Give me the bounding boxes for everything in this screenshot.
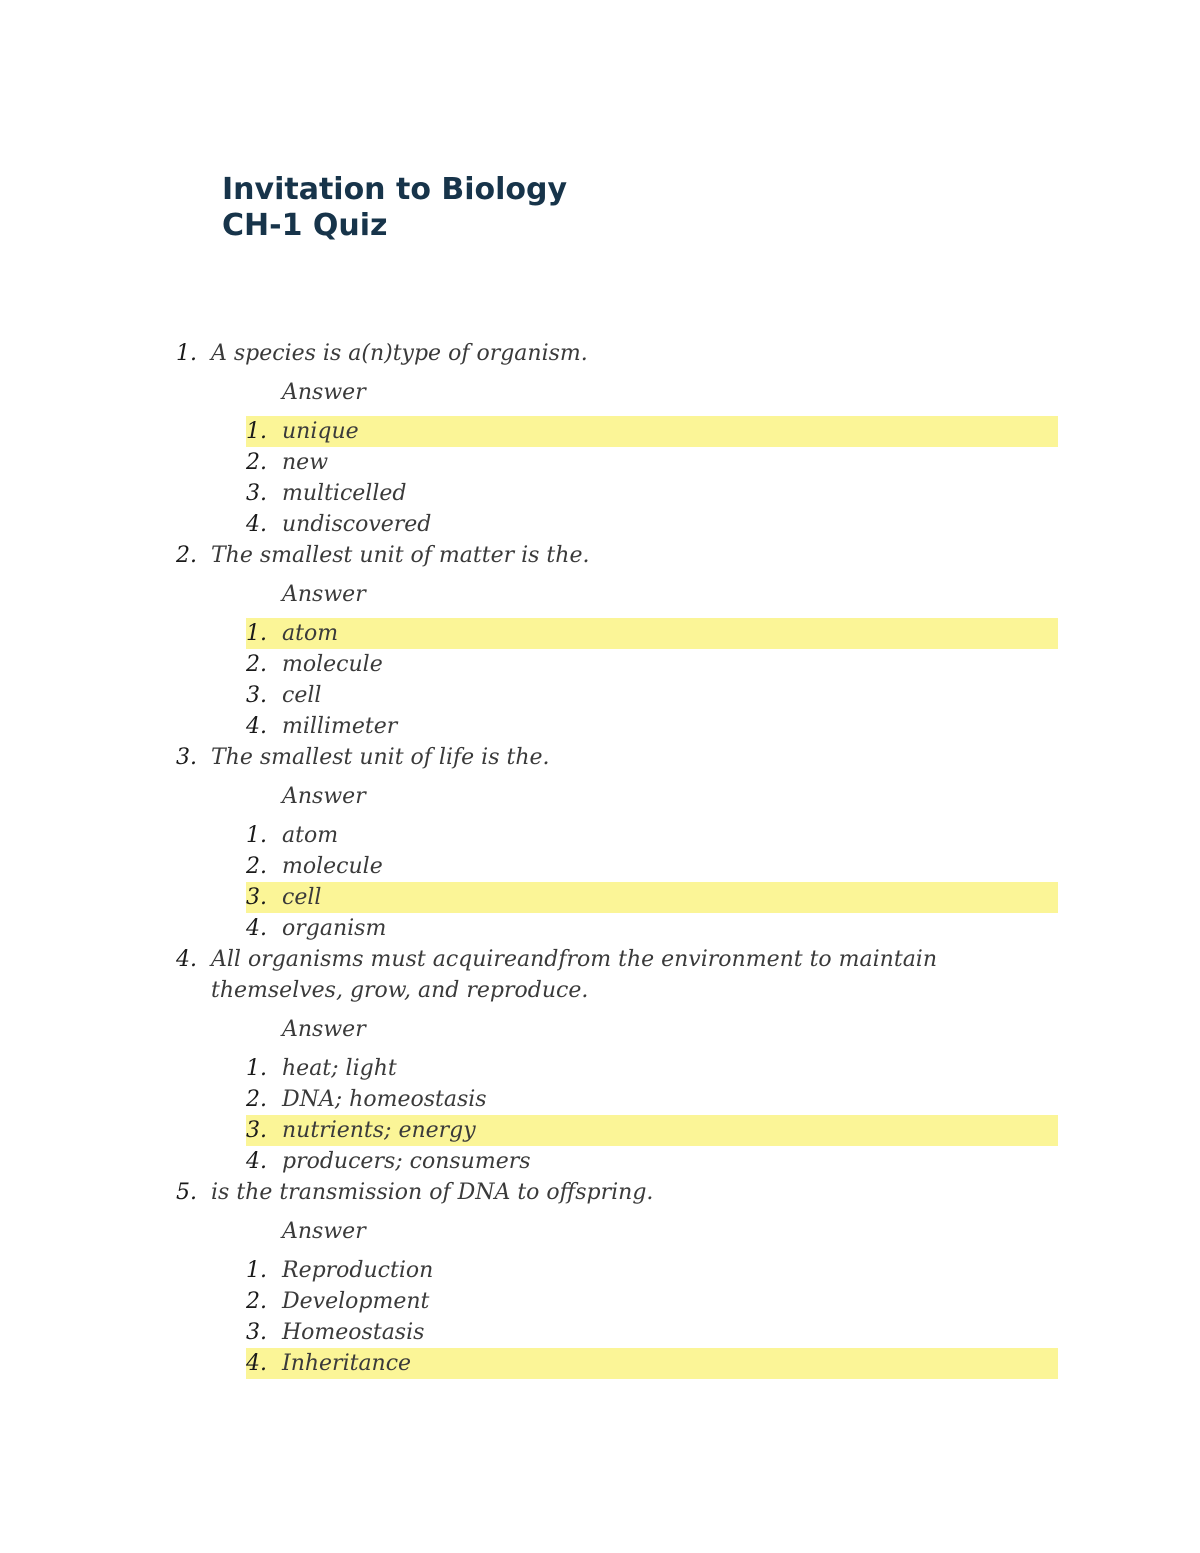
option-text: atom	[282, 823, 339, 848]
answer-label: Answer	[282, 784, 366, 809]
answer-label: Answer	[282, 380, 366, 405]
option-text: unique	[282, 419, 359, 444]
answer-option	[246, 1255, 1058, 1286]
answer-option	[246, 478, 1058, 509]
question-row	[0, 742, 1200, 773]
question-number: 1.	[176, 341, 197, 366]
answer-option-correct	[246, 1348, 1058, 1379]
question-2	[0, 540, 1200, 742]
quiz-list	[0, 338, 1200, 1379]
answer-option	[246, 820, 1058, 851]
option-number: 3.	[246, 481, 267, 506]
option-number: 4.	[246, 1351, 267, 1376]
question-text: is the transmission of DNA to offspring.	[211, 1180, 654, 1205]
title-line-quiz: CH-1 Quiz	[222, 208, 388, 243]
option-number: 1.	[246, 419, 267, 444]
document-title	[222, 172, 567, 244]
option-number: 2.	[246, 1087, 267, 1112]
option-text: molecule	[282, 652, 383, 677]
option-text: Reproduction	[282, 1258, 434, 1283]
question-3	[0, 742, 1200, 944]
answer-option-correct	[246, 416, 1058, 447]
question-5	[0, 1177, 1200, 1379]
option-text: Inheritance	[282, 1351, 412, 1376]
question-number: 2.	[176, 543, 197, 568]
answer-option	[246, 1146, 1058, 1177]
option-number: 1.	[246, 1056, 267, 1081]
question-text: The smallest unit of life is the.	[211, 745, 550, 770]
option-text: new	[282, 450, 329, 475]
option-number: 4.	[246, 1149, 267, 1174]
option-number: 4.	[246, 916, 267, 941]
option-number: 4.	[246, 714, 267, 739]
answer-option-correct	[246, 1115, 1058, 1146]
title-line-course: Invitation to Biology	[222, 172, 568, 207]
option-number: 2.	[246, 854, 267, 879]
option-text: atom	[282, 621, 339, 646]
option-text: organism	[282, 916, 387, 941]
option-text: DNA; homeostasis	[282, 1087, 487, 1112]
option-text: Homeostasis	[282, 1320, 425, 1345]
answer-label: Answer	[282, 1017, 366, 1042]
answer-label: Answer	[282, 1219, 366, 1244]
question-row	[0, 1177, 1200, 1208]
option-number: 2.	[246, 652, 267, 677]
answer-option	[246, 509, 1058, 540]
question-4	[0, 944, 1200, 1177]
answer-option	[246, 1286, 1058, 1317]
answer-option	[246, 1084, 1058, 1115]
option-number: 1.	[246, 1258, 267, 1283]
question-row	[0, 540, 1200, 571]
answer-option	[246, 1317, 1058, 1348]
option-number: 3.	[246, 683, 267, 708]
option-number: 2.	[246, 1289, 267, 1314]
question-text: All organisms must acquireandfrom the environment to maintain themselves, grow, and reproduce.	[211, 947, 938, 1003]
option-text: multicelled	[282, 481, 407, 506]
question-row	[0, 944, 1200, 1006]
option-text: molecule	[282, 854, 383, 879]
option-number: 3.	[246, 1118, 267, 1143]
answer-option	[246, 680, 1058, 711]
answer-option	[246, 447, 1058, 478]
question-1	[0, 338, 1200, 540]
option-text: cell	[282, 683, 322, 708]
question-text: The smallest unit of matter is the.	[211, 543, 590, 568]
option-number: 4.	[246, 512, 267, 537]
option-number: 3.	[246, 1320, 267, 1345]
option-text: heat; light	[282, 1056, 397, 1081]
option-number: 1.	[246, 621, 267, 646]
question-row	[0, 338, 1200, 369]
answer-option-correct	[246, 882, 1058, 913]
answer-option	[246, 649, 1058, 680]
answer-option	[246, 1053, 1058, 1084]
option-text: undiscovered	[282, 512, 432, 537]
option-text: Development	[282, 1289, 430, 1314]
question-number: 3.	[176, 745, 197, 770]
answer-option	[246, 851, 1058, 882]
option-number: 1.	[246, 823, 267, 848]
option-number: 2.	[246, 450, 267, 475]
question-text: A species is a(n)type of organism.	[211, 341, 588, 366]
question-number: 5.	[176, 1180, 197, 1205]
answer-label: Answer	[282, 582, 366, 607]
option-number: 3.	[246, 885, 267, 910]
answer-option	[246, 711, 1058, 742]
question-number: 4.	[176, 947, 197, 972]
answer-option	[246, 913, 1058, 944]
option-text: millimeter	[282, 714, 398, 739]
option-text: producers; consumers	[282, 1149, 531, 1174]
option-text: cell	[282, 885, 322, 910]
option-text: nutrients; energy	[282, 1118, 476, 1143]
answer-option-correct	[246, 618, 1058, 649]
